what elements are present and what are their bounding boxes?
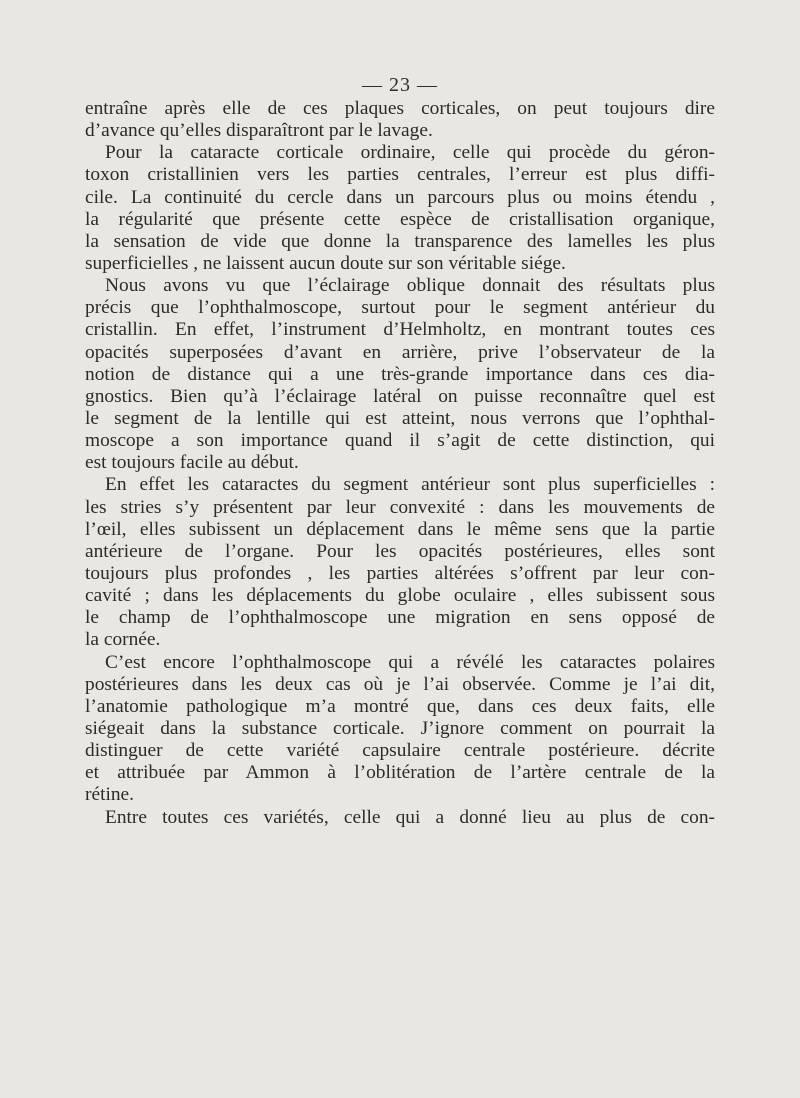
text-line: précis que l’ophthalmoscope, surtout pour le segment antérieur du: [85, 297, 715, 319]
text-line: antérieure de l’organe. Pour les opacités postérieures, elles sont: [85, 540, 715, 562]
text-line: la cornée.: [85, 629, 161, 651]
body-text: [85, 98, 715, 829]
text-line: Pour la cataracte corticale ordinaire, celle qui procède du géron-: [105, 142, 715, 164]
text-line: distinguer de cette variété capsulaire centrale postérieure. décrite: [85, 740, 715, 762]
text-line: opacités superposées d’avant en arrière, prive l’observateur de la: [85, 341, 715, 363]
text-line: toujours plus profondes , les parties altérées s’offrent par leur con-: [85, 562, 715, 584]
page-number: — 23 —: [362, 74, 438, 96]
text-line: l’anatomie pathologique m’a montré que, dans ces deux faits, elle: [85, 695, 715, 717]
text-line: C’est encore l’ophthalmoscope qui a révélé les cataractes polaires: [105, 651, 715, 673]
text-line: notion de distance qui a une très-grande importance dans ces dia-: [85, 363, 715, 385]
text-line: cile. La continuité du cercle dans un parcours plus ou moins étendu ,: [85, 186, 715, 208]
text-line: siégeait dans la substance corticale. J’ignore comment on pourrait la: [85, 717, 715, 739]
text-line: la sensation de vide que donne la transparence des lamelles les plus: [85, 230, 715, 252]
text-line: Entre toutes ces variétés, celle qui a donné lieu au plus de con-: [105, 806, 715, 828]
text-line: le champ de l’ophthalmoscope une migration en sens opposé de: [85, 607, 715, 629]
text-line: toxon cristallinien vers les parties centrales, l’erreur est plus diffi-: [85, 164, 715, 186]
text-line: En effet les cataractes du segment antérieur sont plus superficielles :: [105, 474, 715, 496]
text-line: cristallin. En effet, l’instrument d’Helmholtz, en montrant toutes ces: [85, 319, 715, 341]
text-line: superficielles , ne laissent aucun doute sur son véritable siége.: [85, 252, 566, 274]
text-line: le segment de la lentille qui est atteint, nous verrons que l’ophthal-: [85, 407, 715, 429]
text-line: d’avance qu’elles disparaîtront par le lavage.: [85, 120, 433, 142]
text-line: l’œil, elles subissent un déplacement dans le même sens que la partie: [85, 518, 715, 540]
text-line: cavité ; dans les déplacements du globe oculaire , elles subissent sous: [85, 585, 715, 607]
text-line: et attribuée par Ammon à l’oblitération de l’artère centrale de la: [85, 762, 715, 784]
text-line: Nous avons vu que l’éclairage oblique donnait des résultats plus: [105, 275, 715, 297]
text-line: les stries s’y présentent par leur convexité : dans les mouvements de: [85, 496, 715, 518]
text-line: moscope a son importance quand il s’agit de cette distinction, qui: [85, 430, 715, 452]
text-line: est toujours facile au début.: [85, 452, 299, 474]
text-line: la régularité que présente cette espèce de cristallisation organique,: [85, 208, 715, 230]
text-line: postérieures dans les deux cas où je l’ai observée. Comme je l’ai dit,: [85, 673, 715, 695]
text-line: rétine.: [85, 784, 134, 806]
text-line: entraîne après elle de ces plaques corticales, on peut toujours dire: [85, 98, 715, 119]
text-line: gnostics. Bien qu’à l’éclairage latéral on puisse reconnaître quel est: [85, 385, 715, 407]
